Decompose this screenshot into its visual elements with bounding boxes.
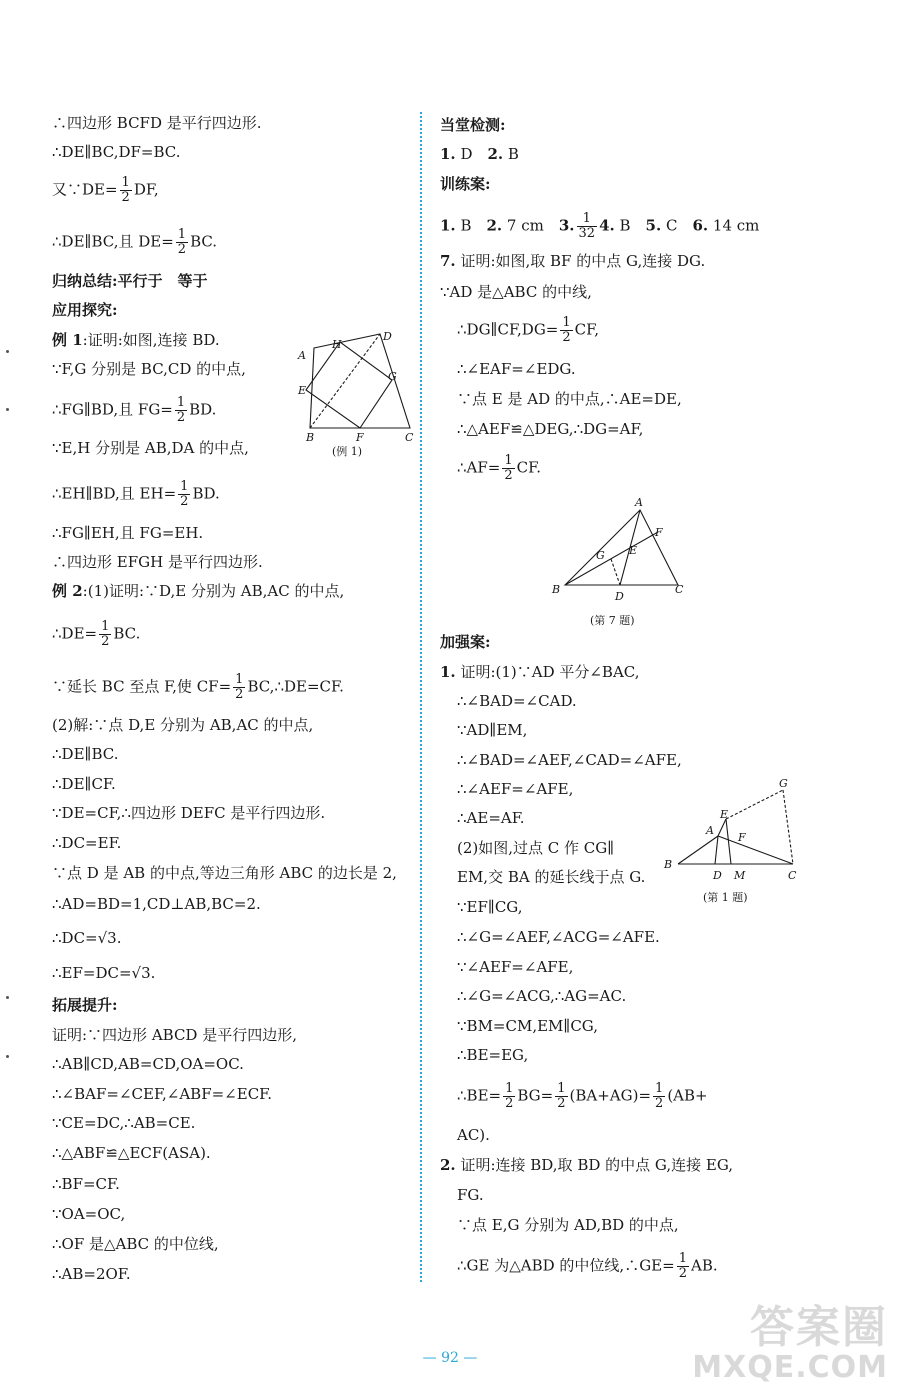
text-line: ∴∠BAF=∠CEF,∠ABF=∠ECF.: [52, 1085, 273, 1103]
text-line: 7. 证明:如图,取 BF 的中点 G,连接 DG.: [440, 252, 706, 270]
text-line: ∵点 E,G 分别为 AD,BD 的中点,: [457, 1216, 679, 1234]
section-heading: 拓展提升:: [52, 996, 118, 1014]
answer-line: 1. B 2. 7 cm 3. $\frac{1}{32}$ 4. B 5. C 6. 14 cm: [440, 211, 760, 241]
text-line: 2. 证明:连接 BD,取 BD 的中点 G,连接 EG,: [440, 1156, 734, 1174]
fraction: $\frac{1}{2}$: [121, 175, 130, 205]
fraction: $\frac{1}{2}$: [504, 453, 513, 483]
text-line: ∴DE∥BC,DF=BC.: [52, 143, 181, 161]
text-line: ∴DC=EF.: [52, 834, 122, 852]
text-line: ∴FG∥BD,且 FG= $\frac{1}{2}$ BD.: [52, 395, 217, 425]
label-m: M: [734, 869, 746, 882]
label-b: B: [552, 583, 561, 596]
label-a: A: [298, 349, 306, 362]
text-line: ∴AB∥CD,AB=CD,OA=OC.: [52, 1055, 244, 1073]
margin-mark: [6, 408, 9, 411]
text-line: ∴BE=EG,: [457, 1046, 529, 1064]
answer-line: 1. D 2. B: [440, 145, 519, 163]
text-line: ∵CE=DC,∴AB=CE.: [52, 1114, 196, 1132]
text-line: ∵DE=CF,∴四边形 DEFC 是平行四边形.: [52, 804, 326, 822]
text-line: AC).: [457, 1126, 490, 1144]
watermark-logo: [692, 1304, 888, 1384]
text-line: ∴GE 为△ABD 的中位线,∴GE= $\frac{1}{2}$ AB.: [457, 1251, 718, 1281]
text-line: ∵AD 是△ABC 的中线,: [440, 283, 592, 301]
text-line: ∴BE= $\frac{1}{2}$ BG= $\frac{1}{2}$ (BA+AG)= $\frac{1}{2}$ (AB+: [457, 1081, 708, 1111]
segment-em: [726, 819, 731, 864]
text-line: ∴DG∥CF,DG= $\frac{1}{2}$ CF,: [457, 315, 599, 345]
fraction: $\frac{1}{2}$: [180, 479, 189, 509]
text-line: ∴DE∥BC.: [52, 745, 119, 763]
text-line: FG.: [457, 1186, 484, 1204]
text-line: ∴EH∥BD,且 EH= $\frac{1}{2}$ BD.: [52, 479, 220, 509]
fraction: $\frac{1}{32}$: [578, 211, 596, 241]
label-e: E: [720, 808, 729, 821]
label-f: F: [655, 526, 663, 539]
text-line: ∵BM=CM,EM∥CG,: [457, 1017, 599, 1035]
text-line: ∴DE∥CF.: [52, 775, 116, 793]
label-e: E: [298, 384, 307, 397]
text-line: ∵F,G 分别是 BC,CD 的中点,: [52, 360, 246, 378]
label-c: C: [675, 583, 684, 596]
text-line: ∴∠AEF=∠AFE,: [457, 780, 574, 798]
margin-mark: [6, 350, 9, 353]
text-line: ∴DC=√3.: [52, 929, 122, 947]
segment-ad: [715, 836, 718, 864]
label-a: A: [706, 824, 714, 837]
fraction: $\frac{1}{2}$: [176, 395, 186, 425]
label-d: D: [615, 590, 624, 603]
label-b: B: [664, 858, 673, 871]
section-heading: 加强案:: [440, 633, 491, 651]
text-line: ∴OF 是△ABC 的中位线,: [52, 1235, 219, 1253]
label-c: C: [788, 869, 797, 882]
text-line: ∴DE= $\frac{1}{2}$ BC.: [52, 619, 141, 649]
fraction: $\frac{1}{2}$: [557, 1081, 566, 1111]
text-line: 1. 证明:(1)∵AD 平分∠BAC,: [440, 663, 640, 681]
label-g: G: [779, 777, 788, 790]
text-line: ∵∠AEF=∠AFE,: [457, 958, 574, 976]
watermark-line1: 答案圈: [750, 1302, 888, 1353]
section-heading: 训练案:: [440, 175, 491, 193]
label-f: F: [356, 431, 364, 444]
text-line: ∴AE=AF.: [457, 809, 525, 827]
text-line: ∴∠G=∠AEF,∠ACG=∠AFE.: [457, 928, 660, 946]
fraction: $\frac{1}{2}$: [678, 1251, 687, 1281]
figure-caption: (第 1 题): [703, 891, 748, 904]
text-line: ∴四边形 BCFD 是平行四边形.: [52, 114, 262, 132]
label-d: D: [713, 869, 722, 882]
figure-example-1: [292, 328, 422, 460]
quadrilateral-efgh: [306, 342, 392, 428]
fraction: $\frac{1}{2}$: [655, 1081, 664, 1111]
text-line: ∵EF∥CG,: [457, 898, 523, 916]
text-line: ∴DE∥BC,且 DE= $\frac{1}{2}$ BC.: [52, 227, 218, 257]
figure-caption: (例 1): [332, 445, 363, 458]
text-line: ∵点 D 是 AB 的中点,等边三角形 ABC 的边长是 2,: [52, 864, 397, 882]
text-line: EM,交 BA 的延长线于点 G.: [457, 868, 646, 886]
label-g: G: [388, 370, 397, 383]
text-line: 证明:∵四边形 ABCD 是平行四边形,: [52, 1026, 297, 1044]
column-divider: [420, 112, 422, 1282]
text-line: ∴AB=2OF.: [52, 1265, 131, 1283]
text-line: ∴BF=CF.: [52, 1175, 120, 1193]
label-d: D: [383, 330, 392, 343]
text-line: ∴EF=DC=√3.: [52, 964, 156, 982]
page-number: — 92 —: [422, 1350, 478, 1366]
fraction: $\frac{1}{2}$: [101, 619, 110, 649]
text-line: ∵点 E 是 AD 的中点,∴AE=DE,: [457, 390, 682, 408]
fraction: $\frac{1}{2}$: [505, 1081, 514, 1111]
text-line: ∴∠G=∠ACG,∴AG=AC.: [457, 987, 627, 1005]
label-e: E: [629, 544, 638, 557]
label-f: F: [738, 831, 746, 844]
segment-cg: [783, 790, 793, 864]
fraction: $\frac{1}{2}$: [177, 227, 187, 257]
text-line: (2)解:∵点 D,E 分别为 AB,AC 的中点,: [52, 716, 314, 734]
text-line: 又∵DE= $\frac{1}{2}$ DF,: [52, 175, 159, 205]
text-line: ∴FG∥EH,且 FG=EH.: [52, 524, 204, 542]
segment-bf: [565, 532, 658, 585]
label-a: A: [635, 496, 643, 509]
fraction: $\frac{1}{2}$: [562, 315, 571, 345]
text-line: ∴△AEF≌△DEG,∴DG=AF,: [457, 420, 644, 438]
fraction: $\frac{1}{2}$: [235, 672, 244, 702]
text-line: ∴AD=BD=1,CD⊥AB,BC=2.: [52, 895, 261, 913]
text-line: ∵E,H 分别是 AB,DA 的中点,: [52, 439, 249, 457]
figure-question-7: [545, 492, 690, 632]
figure-question-1: [658, 776, 803, 908]
label-c: C: [405, 431, 414, 444]
label-g: G: [596, 549, 605, 562]
watermark-line2: MXQE.COM: [692, 1350, 888, 1385]
margin-mark: [6, 996, 9, 999]
text-line: (2)如图,过点 C 作 CG∥: [457, 839, 615, 857]
label-h: H: [332, 338, 342, 351]
text-line: ∴四边形 EFGH 是平行四边形.: [52, 553, 263, 571]
text-line: ∴∠EAF=∠EDG.: [457, 360, 576, 378]
margin-mark: [6, 1055, 9, 1058]
section-heading: 归纳总结:平行于 等于: [52, 272, 208, 290]
section-heading: 应用探究:: [52, 301, 118, 319]
text-line: ∴∠BAD=∠AEF,∠CAD=∠AFE,: [457, 751, 682, 769]
text-line: ∴△ABF≌△ECF(ASA).: [52, 1144, 211, 1162]
text-line: ∴AF= $\frac{1}{2}$ CF.: [457, 453, 541, 483]
segment-ae: [718, 819, 726, 836]
text-line: ∵OA=OC,: [52, 1205, 126, 1223]
text-line: ∵延长 BC 至点 F,使 CF= $\frac{1}{2}$ BC,∴DE=CF.: [52, 672, 344, 702]
label-b: B: [306, 431, 315, 444]
text-line: 例 2:(1)证明:∵D,E 分别为 AB,AC 的中点,: [52, 582, 345, 600]
segment-dg: [611, 559, 620, 585]
section-heading: 当堂检测:: [440, 116, 506, 134]
extension-ag: [726, 790, 783, 819]
figure-caption: (第 7 题): [590, 614, 635, 627]
text-line: ∵AD∥EM,: [457, 721, 528, 739]
segment-ba: [678, 836, 718, 864]
text-line: 例 1:证明:如图,连接 BD.: [52, 331, 220, 349]
triangle-abc: [565, 510, 678, 585]
text-line: ∴∠BAD=∠CAD.: [457, 692, 577, 710]
